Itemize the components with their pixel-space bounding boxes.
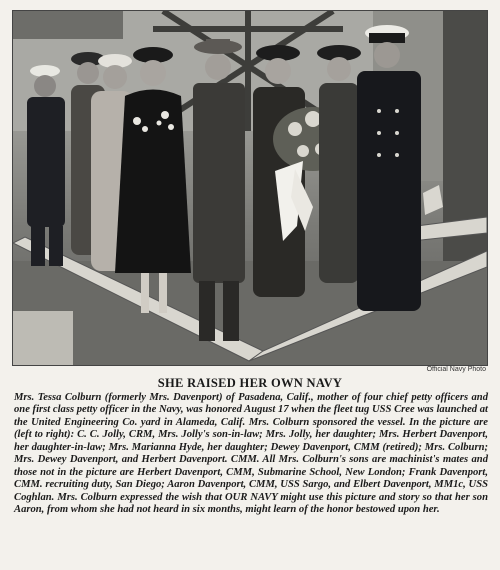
article-headline: SHE RAISED HER OWN NAVY <box>157 376 343 390</box>
photo-credit: Official Navy Photo <box>426 366 486 373</box>
photo-illustration <box>13 11 487 365</box>
group-photograph <box>12 10 488 366</box>
article-caption: Mrs. Tessa Colburn (formerly Mrs. Davenport) of Pasadena, Calif., mother of four chief petty officers and one first class petty officer in the Navy, was honored August 17 when the fleet tug USS Cree was launched at the United Engineering Co. yard in Alameda, Calif. Mrs. Colburn sponsored the vessel. In the picture are (left to right): C. C. Jolly, CRM, Mrs. Jolly's son-in-law; Mrs. Jolly, her daughter; Mrs. Herbert Davenport, her daughter-in-law; Mrs. Marianna Hyde, her daughter; Dewey Davenport, CMM (retired); Mrs. Colburn; Mrs. Dewey Davenport, and Herbert Davenport. CMM. All Mrs. Colburn's sons are machinist's mates and those not in the picture are Herbert Davenport, CMM, Submarine School, New London; Frank Davenport, CMM. recruiting duty, San Diego; Aaron Davenport, CMM, USS Sargo, and Elbert Davenport, MM1c, USS Coghlan. Mrs. Colburn expressed the wish that OUR NAVY might use this picture and story so that her son Aaron, from whom she had not heard in six months, might learn of the honor bestowed upon her. <box>14 392 488 516</box>
